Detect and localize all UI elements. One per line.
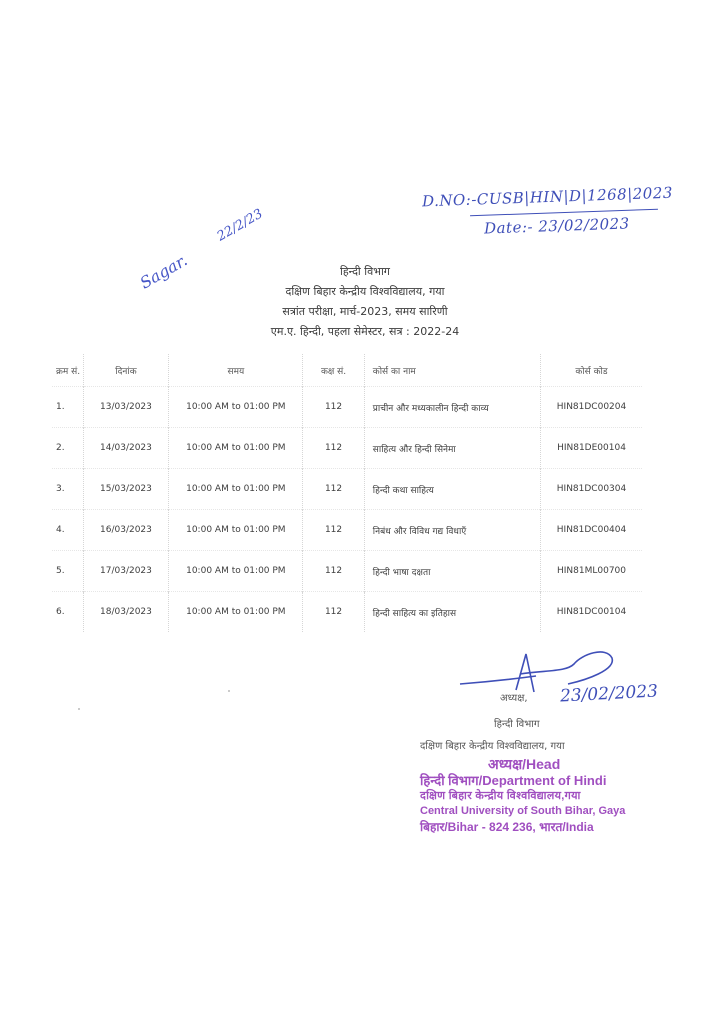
header-serial: क्रम सं. <box>56 366 81 377</box>
stamp-address: बिहार/Bihar - 824 236, भारत/India <box>420 820 594 834</box>
cell-date: 13/03/2023 <box>83 387 169 428</box>
receipt-name: Sagar. <box>136 250 191 293</box>
table-row <box>52 592 642 633</box>
cell-date: 14/03/2023 <box>83 428 169 469</box>
signatory-department: हिन्दी विभाग <box>494 719 540 730</box>
header-time: समय <box>169 354 303 387</box>
cell-room: 112 <box>303 510 365 551</box>
scan-speck <box>228 690 230 692</box>
cell-serial: 2. <box>52 428 83 469</box>
cell-time: 10:00 AM to 01:00 PM <box>169 592 303 633</box>
cell-date: 15/03/2023 <box>83 469 169 510</box>
stamp-university-hindi: दक्षिण बिहार केन्द्रीय विश्वविद्यालय,गया <box>420 790 581 802</box>
receipt-initials: 22/2/23 <box>214 206 266 245</box>
header-room: कक्ष सं. <box>303 354 365 387</box>
cell-date: 17/03/2023 <box>83 551 169 592</box>
cell-serial: 4. <box>52 510 83 551</box>
cell-room: 112 <box>303 387 365 428</box>
signatory-university: दक्षिण बिहार केन्द्रीय विश्वविद्यालय, गया <box>420 741 565 752</box>
dispatch-number: D.NO:-CUSB|HIN|D|1268|2023 <box>421 183 674 211</box>
table-row <box>52 387 642 428</box>
cell-course-code: HIN81DC00204 <box>541 387 643 428</box>
table-row <box>52 510 642 551</box>
table-row <box>52 428 642 469</box>
table-row <box>52 551 642 592</box>
exam-timetable <box>52 354 642 632</box>
cell-room: 112 <box>303 551 365 592</box>
cell-room: 112 <box>303 592 365 633</box>
cell-serial: 5. <box>52 551 83 592</box>
exam-title: सत्रांत परीक्षा, मार्च-2023, समय सारिणी <box>282 305 448 318</box>
cell-course-name: हिन्दी कथा साहित्य <box>364 469 540 510</box>
cell-time: 10:00 AM to 01:00 PM <box>169 469 303 510</box>
cell-course-name: हिन्दी साहित्य का इतिहास <box>364 592 540 633</box>
official-stamp <box>420 756 650 835</box>
cell-course-name: साहित्य और हिन्दी सिनेमा <box>364 428 540 469</box>
stamp-title: अध्यक्ष/Head <box>488 756 561 772</box>
header-course-name: कोर्स का नाम <box>364 354 540 387</box>
cell-course-code: HIN81DC00104 <box>541 592 643 633</box>
header-date: दिनांक <box>83 354 169 387</box>
table-header-row <box>52 354 642 387</box>
stamp-department: हिन्दी विभाग/Department of Hindi <box>420 773 607 788</box>
cell-date: 16/03/2023 <box>83 510 169 551</box>
cell-time: 10:00 AM to 01:00 PM <box>169 510 303 551</box>
reference-underline <box>470 209 658 217</box>
signature-date: 23/02/2023 <box>559 681 659 707</box>
cell-serial: 6. <box>52 592 83 633</box>
stamp-university-english: Central University of South Bihar, Gaya <box>420 805 626 817</box>
cell-course-name: हिन्दी भाषा दक्षता <box>364 551 540 592</box>
cell-time: 10:00 AM to 01:00 PM <box>169 387 303 428</box>
signatory-role: अध्यक्ष, <box>500 693 528 704</box>
header-course-code: कोर्स कोड <box>541 354 643 387</box>
department-title: हिन्दी विभाग <box>339 265 390 278</box>
course-title: एम.ए. हिन्दी, पहला सेमेस्टर, सत्र : 2022-24 <box>270 325 460 338</box>
cell-course-name: प्राचीन और मध्यकालीन हिन्दी काव्य <box>364 387 540 428</box>
cell-date: 18/03/2023 <box>83 592 169 633</box>
table-row <box>52 469 642 510</box>
cell-serial: 1. <box>52 387 83 428</box>
cell-course-code: HIN81DC00304 <box>541 469 643 510</box>
cell-course-code: HIN81DE00104 <box>541 428 643 469</box>
university-title: दक्षिण बिहार केन्द्रीय विश्वविद्यालय, गया <box>285 285 445 298</box>
cell-room: 112 <box>303 428 365 469</box>
cell-course-code: HIN81DC00404 <box>541 510 643 551</box>
cell-time: 10:00 AM to 01:00 PM <box>169 551 303 592</box>
cell-serial: 3. <box>52 469 83 510</box>
scan-speck <box>78 708 80 710</box>
cell-time: 10:00 AM to 01:00 PM <box>169 428 303 469</box>
document-heading <box>230 262 500 342</box>
cell-course-name: निबंध और विविध गद्य विधाएँ <box>364 510 540 551</box>
cell-room: 112 <box>303 469 365 510</box>
dispatch-date: Date:- 23/02/2023 <box>483 214 631 238</box>
cell-course-code: HIN81ML00700 <box>541 551 643 592</box>
timetable-table <box>52 354 642 632</box>
